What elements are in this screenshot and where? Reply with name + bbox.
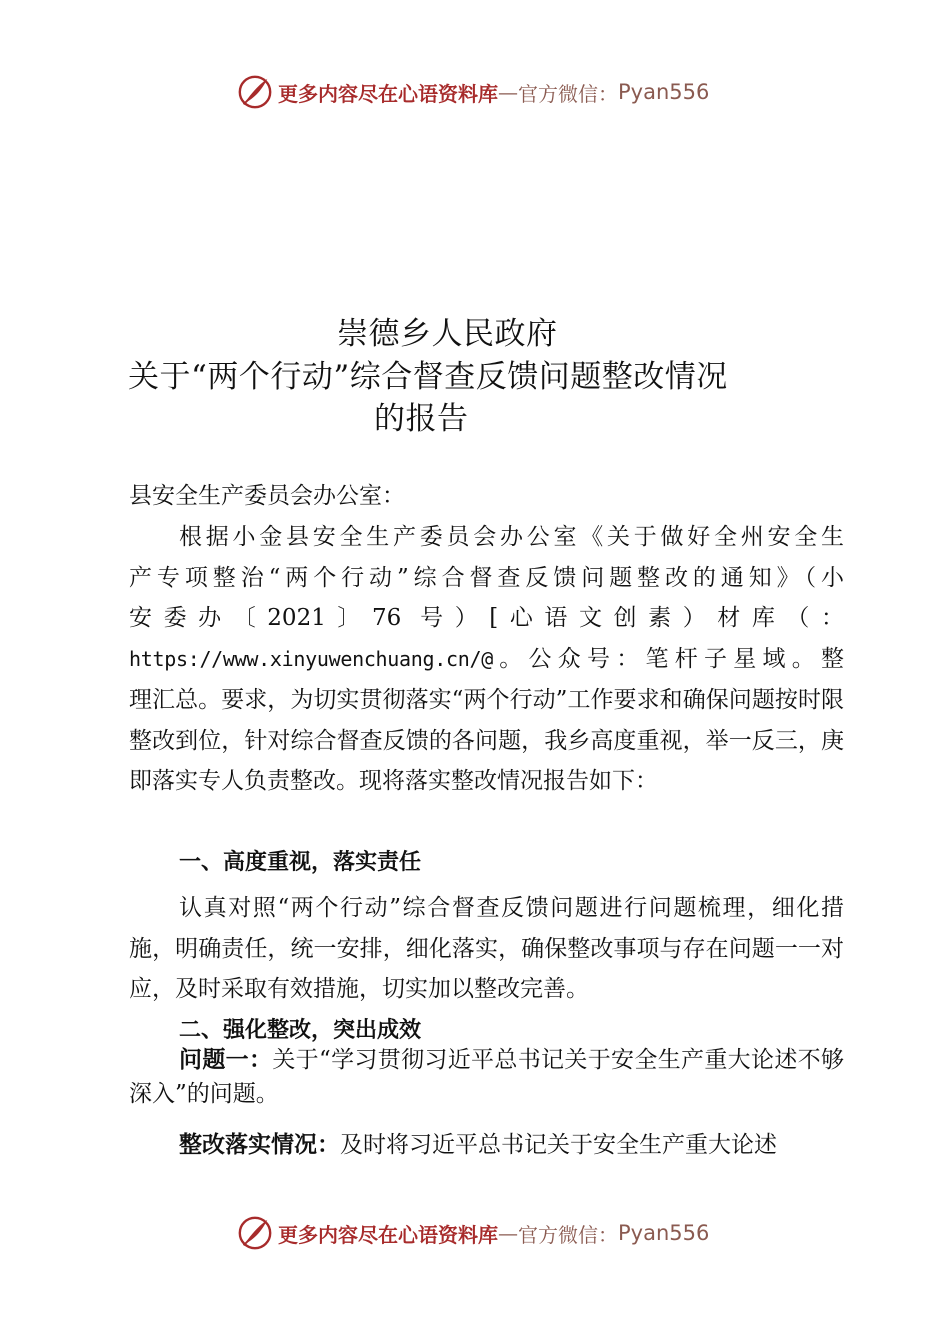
section-2-heading: 二、强化整改，突出成效 <box>179 1018 422 1043</box>
quill-logo-icon <box>236 73 274 111</box>
document-title-line-3: 的报告 <box>374 401 469 437</box>
problem-1-text: 关于“学习贯彻习近平总书记关于安全生产重大论述不够深入”的问题。 <box>129 1047 845 1107</box>
watermark-wechat-label: 官方微信： <box>518 1222 618 1247</box>
quill-logo-icon <box>236 1214 274 1252</box>
intro-rest: 理汇总。要求，为切实贯彻落实“两个行动”工作要求和确保问题按时限整改到位，针对综合督查反馈的各问题，我乡高度重视，举一反三，庚即落实专人负责整改。现将落实整改情况报告如下： <box>129 686 844 795</box>
intro-line-3: 安委办〔2021〕76 号）[心语文创素）材库（： <box>129 605 844 632</box>
intro-line-4 <box>129 639 844 680</box>
rectification-text: 及时将习近平总书记关于安全生产重大论述 <box>340 1132 777 1158</box>
document-title-line-1: 崇德乡人民政府 <box>337 316 558 352</box>
rectification-paragraph <box>129 1125 844 1166</box>
salutation: 县安全生产委员会办公室： <box>129 483 405 509</box>
watermark-dash: — <box>498 1221 518 1245</box>
intro-paragraph <box>129 517 844 802</box>
problem-1-label: 问题一： <box>179 1047 273 1073</box>
section-1-heading: 一、高度重视，落实责任 <box>179 850 422 875</box>
watermark-wechat-id: Pyan556 <box>618 80 710 104</box>
watermark-footer <box>236 1213 709 1253</box>
intro-line-2: 产专项整治“两个行动”综合督查反馈问题整改的通知》（小 <box>129 564 844 591</box>
intro-after-url: 。公众号：笔杆子星域。整 <box>492 646 844 673</box>
watermark-wechat-label: 官方微信： <box>518 81 618 106</box>
document-title-line-2: 关于“两个行动”综合督查反馈问题整改情况 <box>128 359 728 395</box>
intro-url: https://www.xinyuwenchuang.cn/@ <box>129 647 493 672</box>
watermark-header <box>236 72 709 112</box>
watermark-site-name: 更多内容尽在心语资料库 <box>278 1222 498 1247</box>
section-1-body: 认真对照“两个行动”综合督查反馈问题进行问题梳理，细化措施，明确责任，统一安排，细化落实，确保整改事项与存在问题一一对应，及时采取有效措施，切实加以整改完善。 <box>129 895 844 1003</box>
watermark-dash: — <box>498 80 518 104</box>
rectification-label: 整改落实情况： <box>179 1132 340 1158</box>
problem-1-paragraph <box>129 1043 844 1111</box>
intro-line-1: 根据小金县安全生产委员会办公室《关于做好全州安全生 <box>179 524 844 550</box>
watermark-site-name: 更多内容尽在心语资料库 <box>278 81 498 106</box>
watermark-wechat-id: Pyan556 <box>618 1221 710 1245</box>
